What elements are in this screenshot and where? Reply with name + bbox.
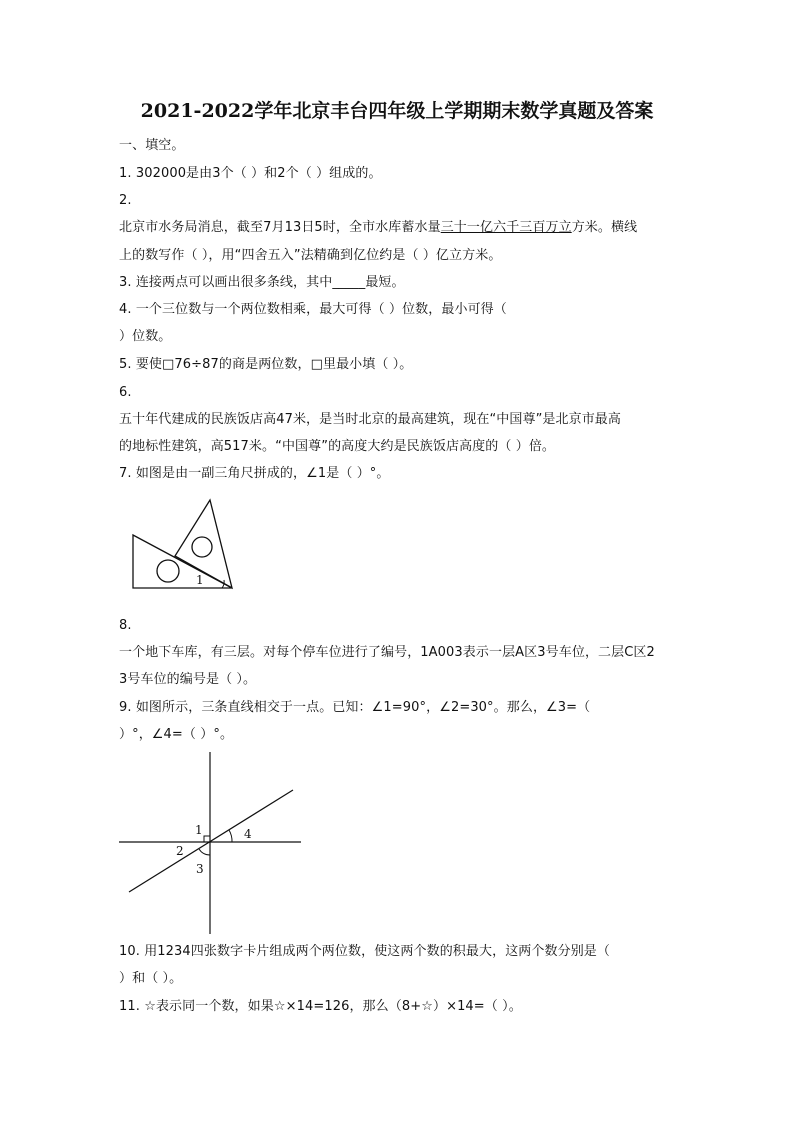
question-2-underlined-number: 三十一亿六千三百万立 [440,220,572,235]
question-2-text-b: 方米。横线 [571,220,638,235]
question-3: 3. 连接两点可以画出很多条线，其中_____最短。 [119,275,405,290]
question-8-line-2: 3号车位的编号是（ ）。 [119,672,257,687]
figure-9-label-3: 3 [196,862,204,876]
question-2-number: 2. [119,193,132,208]
figure-9-slanted-line [129,790,293,892]
question-10-line-2: ）和（ ）。 [119,971,183,986]
figure-9-angle-4-arc [229,830,232,842]
figure-7-hole-right [192,537,212,557]
question-7: 7. 如图是由一副三角尺拼成的，∠1是（ ）°。 [119,466,390,481]
figure-9-right-angle-mark [204,836,210,842]
page-title: 2021-2022学年北京丰台四年级上学期期末数学真题及答案 [140,100,654,122]
question-5: 5. 要使□76÷87的商是两位数，□里最小填（ ）。 [119,357,413,372]
question-9-line-1: 9. 如图所示，三条直线相交于一点。已知：∠1=90°，∠2=30°。那么，∠3=（ [119,700,591,715]
question-8-number: 8. [119,618,132,633]
figure-9-intersecting-lines [119,752,305,934]
question-2-line-1 [119,220,637,236]
question-9-line-2: ）°，∠4=（ ）°。 [119,727,234,742]
question-6-line-2: 的地标性建筑，高517米。“中国尊”的高度大约是民族饭店高度的（ ）倍。 [119,439,556,454]
figure-9-label-1: 1 [195,823,203,837]
question-6-line-1: 五十年代建成的民族饭店高47米，是当时北京的最高建筑，现在“中国尊”是北京市最高 [119,412,622,427]
figure-7-hole-left [157,560,179,582]
section-heading: 一、填空。 [119,138,185,153]
question-11: 11. ☆表示同一个数，如果☆×14=126，那么（8+☆）×14=（ ）。 [119,999,522,1014]
question-1: 1. 302000是由3个（ ）和2个（ ）组成的。 [119,166,382,181]
figure-9-label-2: 2 [176,844,184,858]
figure-7-set-squares [132,498,236,592]
figure-9-label-4: 4 [244,827,252,841]
question-4-line-1: 4. 一个三位数与一个两位数相乘，最大可得（ ）位数，最小可得（ [119,302,507,317]
question-4-line-2: ）位数。 [119,329,172,344]
question-6-number: 6. [119,385,132,400]
figure-7-angle-arc [222,580,224,588]
figure-7-angle-label: 1 [196,573,204,587]
question-8-line-1: 一个地下车库，有三层。对每个停车位进行了编号，1A003表示一层A区3号车位，二层C区2 [119,645,655,660]
figure-9-angle-2-arc [199,849,210,855]
question-2-line-2: 上的数写作（ ），用“四舍五入”法精确到亿位约是（ ）亿立方米。 [119,248,502,263]
question-2-text-a: 北京市水务局消息，截至7月13日5时，全市水库蓄水量 [119,220,441,235]
question-10-line-1: 10. 用1234四张数字卡片组成两个两位数，使这两个数的积最大，这两个数分别是（ [119,944,610,959]
